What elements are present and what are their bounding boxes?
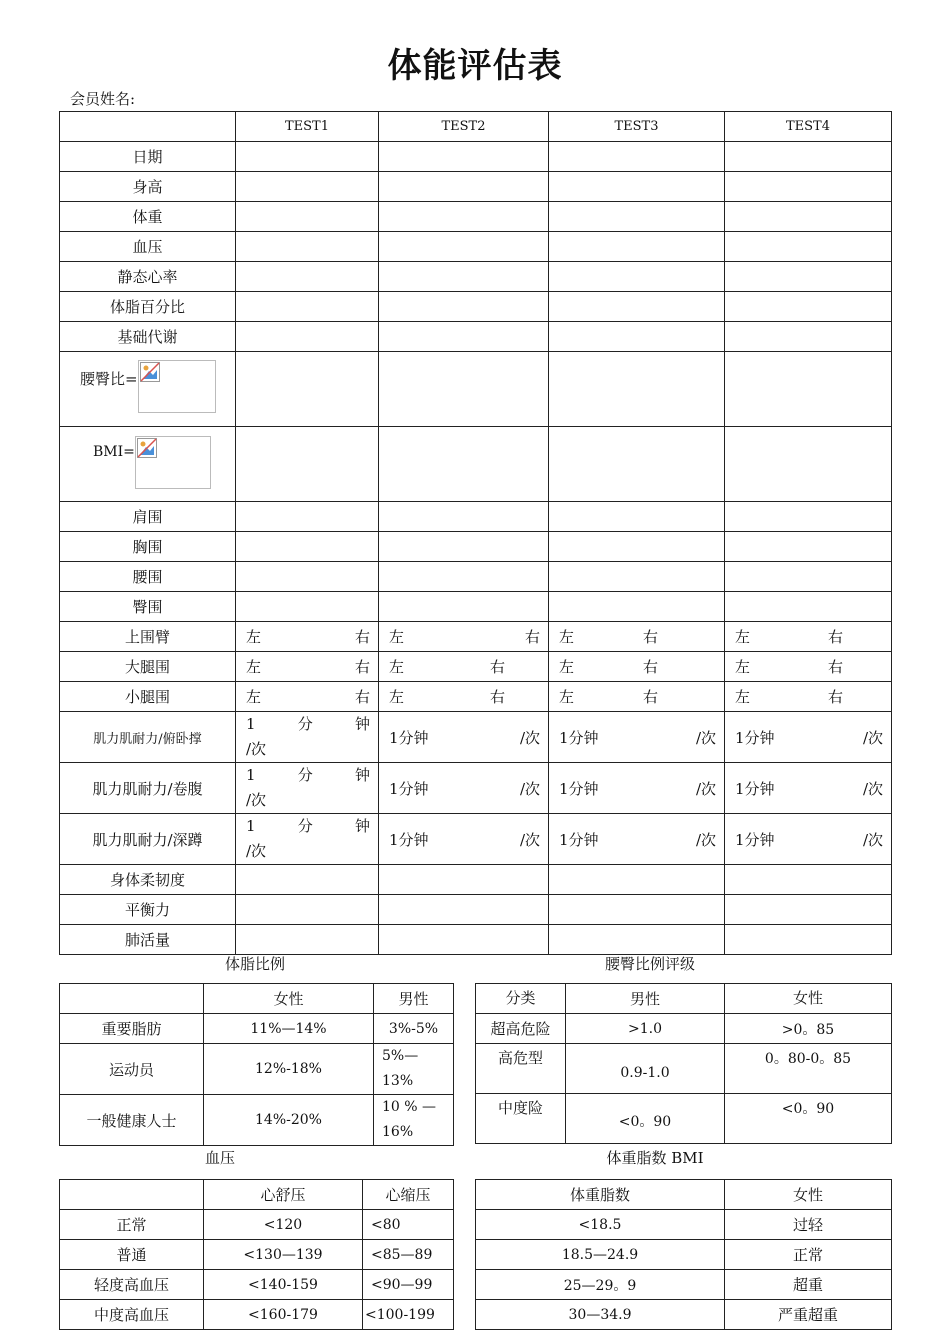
cell[interactable] — [725, 865, 892, 895]
cell[interactable] — [236, 895, 379, 925]
row-label-weight: 体重 — [60, 202, 236, 232]
cell[interactable] — [725, 895, 892, 925]
header-male: 男性 — [566, 984, 725, 1014]
row-label-bp: 血压 — [60, 232, 236, 262]
cell[interactable] — [549, 532, 725, 562]
times-label: /次 — [862, 779, 883, 798]
cell[interactable] — [379, 172, 549, 202]
test1-header: TEST1 — [236, 112, 379, 142]
cell[interactable] — [725, 925, 892, 955]
cell[interactable] — [236, 502, 379, 532]
minute-label: 1分钟 — [735, 779, 775, 798]
row-label-calf: 小腿围 — [60, 682, 236, 712]
test3-header: TEST3 — [549, 112, 725, 142]
header-female: 女性 — [204, 984, 374, 1014]
right-label: 右 — [642, 628, 658, 646]
row-label-bodyfat: 体脂百分比 — [60, 292, 236, 322]
header-diastolic: 心舒压 — [204, 1180, 363, 1210]
value-female: 0。80-0。85 — [725, 1044, 892, 1094]
cell[interactable] — [236, 532, 379, 562]
minute-label: 1分钟 — [735, 830, 775, 849]
cell[interactable] — [549, 895, 725, 925]
cell[interactable] — [725, 427, 892, 502]
cell[interactable] — [379, 262, 549, 292]
cell[interactable] — [236, 292, 379, 322]
cell[interactable] — [725, 763, 892, 814]
cell[interactable] — [725, 622, 892, 652]
cell[interactable] — [236, 352, 379, 427]
fen-label: 分 — [297, 715, 313, 733]
cell[interactable] — [379, 865, 549, 895]
zhong-label: 钟 — [354, 766, 370, 784]
cell[interactable] — [725, 202, 892, 232]
left-label: 左 — [246, 628, 262, 646]
header-row — [60, 112, 892, 142]
right-label: 右 — [827, 628, 843, 646]
row-label: 中度险 — [476, 1094, 566, 1144]
cell[interactable] — [725, 292, 892, 322]
row-label: 普通 — [60, 1240, 204, 1270]
value-female: >0。85 — [725, 1014, 892, 1044]
minute-label: 1分钟 — [559, 830, 599, 849]
row-label-whr-cell — [60, 352, 236, 427]
row-label-bmi-cell — [60, 427, 236, 502]
row-label-flex: 身体柔韧度 — [60, 865, 236, 895]
cell[interactable] — [379, 322, 549, 352]
row-label: 轻度高血压 — [60, 1270, 204, 1300]
cell[interactable] — [725, 682, 892, 712]
cell[interactable] — [236, 262, 379, 292]
cell[interactable] — [379, 652, 549, 682]
one-label: 1 — [246, 766, 256, 784]
row-label: 运动员 — [60, 1044, 204, 1095]
cell[interactable] — [236, 142, 379, 172]
cell[interactable] — [549, 592, 725, 622]
cell[interactable] — [236, 427, 379, 502]
cell[interactable] — [549, 232, 725, 262]
row-label: 超高危险 — [476, 1014, 566, 1044]
cell[interactable] — [549, 427, 725, 502]
minute-label: 1分钟 — [389, 779, 429, 798]
header-category: 分类 — [476, 984, 566, 1014]
value-male-line2: 13% — [382, 1073, 414, 1089]
minute-label: 1分钟 — [559, 728, 599, 747]
cell[interactable] — [549, 814, 725, 865]
row-label-lung: 肺活量 — [60, 925, 236, 955]
zhong-label: 钟 — [354, 715, 370, 733]
right-label: 右 — [642, 688, 658, 706]
row-label: 正常 — [60, 1210, 204, 1240]
bmi-table — [475, 1179, 892, 1330]
cell[interactable] — [236, 592, 379, 622]
cell[interactable] — [725, 232, 892, 262]
cell[interactable] — [725, 712, 892, 763]
cell[interactable] — [236, 865, 379, 895]
value-male — [374, 1044, 454, 1095]
left-label: 左 — [559, 628, 575, 646]
row-label-bmr: 基础代谢 — [60, 322, 236, 352]
cell[interactable] — [549, 682, 725, 712]
header-male: 男性 — [374, 984, 454, 1014]
cell[interactable] — [236, 763, 379, 814]
left-label: 左 — [389, 658, 405, 676]
row-label-bmi: BMI= — [93, 444, 135, 460]
row-label-squat: 肌力肌耐力/深蹲 — [60, 814, 236, 865]
cell[interactable] — [549, 865, 725, 895]
cell[interactable] — [549, 502, 725, 532]
fen-label: 分 — [297, 817, 313, 835]
value-male: 3%-5% — [374, 1014, 454, 1044]
left-label: 左 — [735, 628, 751, 646]
value-male-line2: 16% — [382, 1124, 414, 1140]
value-female: 12%-18% — [204, 1044, 374, 1095]
minute-label: 1分钟 — [735, 728, 775, 747]
cell[interactable] — [379, 502, 549, 532]
times-label: /次 — [246, 791, 267, 809]
cell[interactable] — [725, 814, 892, 865]
minute-label: 1分钟 — [389, 728, 429, 747]
assessment-table — [59, 111, 892, 955]
bmi-range: 25—29。9 — [476, 1270, 725, 1300]
cell[interactable] — [725, 352, 892, 427]
cell[interactable] — [236, 925, 379, 955]
row-label-situp: 肌力肌耐力/卷腹 — [60, 763, 236, 814]
left-label: 左 — [246, 688, 262, 706]
fen-label: 分 — [297, 766, 313, 784]
row-label-hip: 臀围 — [60, 592, 236, 622]
right-label: 右 — [354, 688, 370, 706]
cell[interactable] — [549, 622, 725, 652]
right-label: 右 — [354, 628, 370, 646]
times-label: /次 — [519, 728, 540, 747]
cell[interactable] — [549, 763, 725, 814]
bmi-range: <18.5 — [476, 1210, 725, 1240]
cell[interactable] — [379, 532, 549, 562]
cell[interactable] — [549, 352, 725, 427]
row-label: 一般健康人士 — [60, 1095, 204, 1146]
cell[interactable] — [379, 682, 549, 712]
right-label: 右 — [642, 658, 658, 676]
value-systolic: <90—99 — [363, 1270, 454, 1300]
header-empty — [60, 984, 204, 1014]
left-label: 左 — [559, 658, 575, 676]
bmi-category: 超重 — [725, 1270, 892, 1300]
cell[interactable] — [725, 652, 892, 682]
cell[interactable] — [549, 925, 725, 955]
cell[interactable] — [549, 202, 725, 232]
cell[interactable] — [549, 142, 725, 172]
row-label-whr: 腰臀比= — [80, 370, 138, 388]
cell[interactable] — [379, 427, 549, 502]
left-label: 左 — [735, 688, 751, 706]
left-label: 左 — [559, 688, 575, 706]
row-label: 高危型 — [476, 1044, 566, 1094]
value-diastolic: <120 — [204, 1210, 363, 1240]
times-label: /次 — [695, 728, 716, 747]
value-female: 11%—14% — [204, 1014, 374, 1044]
value-male: 0.9-1.0 — [566, 1044, 725, 1094]
right-label: 右 — [524, 628, 540, 646]
cell[interactable] — [379, 202, 549, 232]
times-label: /次 — [519, 779, 540, 798]
header-bmi: 体重脂数 — [476, 1180, 725, 1210]
right-label: 右 — [827, 688, 843, 706]
value-diastolic: <140-159 — [204, 1270, 363, 1300]
bmi-category: 严重超重 — [725, 1300, 892, 1330]
cell[interactable] — [236, 682, 379, 712]
one-label: 1 — [246, 817, 256, 835]
bmi-category: 过轻 — [725, 1210, 892, 1240]
cell[interactable] — [725, 592, 892, 622]
one-label: 1 — [246, 715, 256, 733]
cell[interactable] — [379, 895, 549, 925]
row-label-shoulder: 肩围 — [60, 502, 236, 532]
cell[interactable] — [236, 202, 379, 232]
cell[interactable] — [379, 925, 549, 955]
left-label: 左 — [389, 688, 405, 706]
times-label: /次 — [862, 728, 883, 747]
value-systolic: <100-199 — [363, 1300, 454, 1330]
cell[interactable] — [236, 622, 379, 652]
cell[interactable] — [549, 712, 725, 763]
row-label-pushup: 肌力肌耐力/俯卧撑 — [60, 712, 236, 763]
cell[interactable] — [725, 532, 892, 562]
value-female: 14%-20% — [204, 1095, 374, 1146]
cell[interactable] — [725, 262, 892, 292]
row-label: 中度高血压 — [60, 1300, 204, 1330]
row-label-date: 日期 — [60, 142, 236, 172]
whr-caption: 腰臀比例评级 — [604, 955, 695, 973]
times-label: /次 — [695, 779, 716, 798]
bp-caption: 血压 — [204, 1149, 235, 1167]
bmi-category: 正常 — [725, 1240, 892, 1270]
minute-label: 1分钟 — [559, 779, 599, 798]
whr-table — [475, 983, 892, 1144]
cell[interactable] — [379, 592, 549, 622]
value-systolic: <85—89 — [363, 1240, 454, 1270]
row-label-rhr: 静态心率 — [60, 262, 236, 292]
cell[interactable] — [725, 142, 892, 172]
row-label-waist: 腰围 — [60, 562, 236, 592]
cell[interactable] — [725, 562, 892, 592]
value-male-line1: 10 % — — [382, 1099, 437, 1115]
row-label-height: 身高 — [60, 172, 236, 202]
minute-label: 1分钟 — [389, 830, 429, 849]
cell[interactable] — [379, 763, 549, 814]
cell[interactable] — [236, 562, 379, 592]
times-label: /次 — [246, 842, 267, 860]
cell[interactable] — [236, 232, 379, 262]
right-label: 右 — [489, 688, 505, 706]
header-empty — [60, 112, 236, 142]
left-label: 左 — [735, 658, 751, 676]
bodyfat-table — [59, 983, 454, 1146]
member-name-label: 会员姓名: — [70, 90, 136, 108]
cell[interactable] — [549, 262, 725, 292]
row-label-chest: 胸围 — [60, 532, 236, 562]
test4-header: TEST4 — [725, 112, 892, 142]
page-title: 体能评估表 — [387, 46, 563, 86]
cell[interactable] — [549, 652, 725, 682]
value-male — [374, 1095, 454, 1146]
cell[interactable] — [236, 712, 379, 763]
row-label-thigh: 大腿围 — [60, 652, 236, 682]
bmi-range: 18.5—24.9 — [476, 1240, 725, 1270]
cell[interactable] — [725, 172, 892, 202]
cell[interactable] — [379, 562, 549, 592]
value-male: <0。90 — [566, 1094, 725, 1144]
value-diastolic: <130—139 — [204, 1240, 363, 1270]
row-label: 重要脂肪 — [60, 1014, 204, 1044]
header-empty — [60, 1180, 204, 1210]
zhong-label: 钟 — [354, 817, 370, 835]
bodyfat-caption: 体脂比例 — [224, 955, 285, 973]
cell[interactable] — [549, 562, 725, 592]
cell[interactable] — [725, 502, 892, 532]
left-label: 左 — [246, 658, 262, 676]
times-label: /次 — [695, 830, 716, 849]
cell[interactable] — [549, 172, 725, 202]
cell[interactable] — [236, 652, 379, 682]
row-label-arm: 上围臂 — [60, 622, 236, 652]
cell[interactable] — [379, 142, 549, 172]
bmi-caption: 体重脂数 BMI — [606, 1149, 704, 1167]
right-label: 右 — [354, 658, 370, 676]
right-label: 右 — [489, 658, 505, 676]
broken-image-icon — [135, 436, 211, 489]
header-female: 女性 — [725, 984, 892, 1014]
times-label: /次 — [862, 830, 883, 849]
row-label-balance: 平衡力 — [60, 895, 236, 925]
cell[interactable] — [725, 322, 892, 352]
cell[interactable] — [549, 292, 725, 322]
cell[interactable] — [236, 172, 379, 202]
broken-image-icon — [138, 360, 216, 413]
left-label: 左 — [389, 628, 405, 646]
right-label: 右 — [827, 658, 843, 676]
cell[interactable] — [236, 814, 379, 865]
value-systolic: <80 — [363, 1210, 454, 1240]
cell[interactable] — [379, 232, 549, 262]
times-label: /次 — [519, 830, 540, 849]
header-systolic: 心缩压 — [363, 1180, 454, 1210]
cell[interactable] — [379, 622, 549, 652]
cell[interactable] — [549, 322, 725, 352]
value-male-line1: 5%— — [382, 1048, 419, 1064]
value-diastolic: <160-179 — [204, 1300, 363, 1330]
cell[interactable] — [236, 322, 379, 352]
header-female: 女性 — [725, 1180, 892, 1210]
cell[interactable] — [379, 712, 549, 763]
test2-header: TEST2 — [379, 112, 549, 142]
cell[interactable] — [379, 292, 549, 322]
bp-table — [59, 1179, 454, 1330]
bmi-range: 30—34.9 — [476, 1300, 725, 1330]
cell[interactable] — [379, 814, 549, 865]
times-label: /次 — [246, 740, 267, 758]
value-female: <0。90 — [725, 1094, 892, 1144]
cell[interactable] — [379, 352, 549, 427]
value-male: >1.0 — [566, 1014, 725, 1044]
